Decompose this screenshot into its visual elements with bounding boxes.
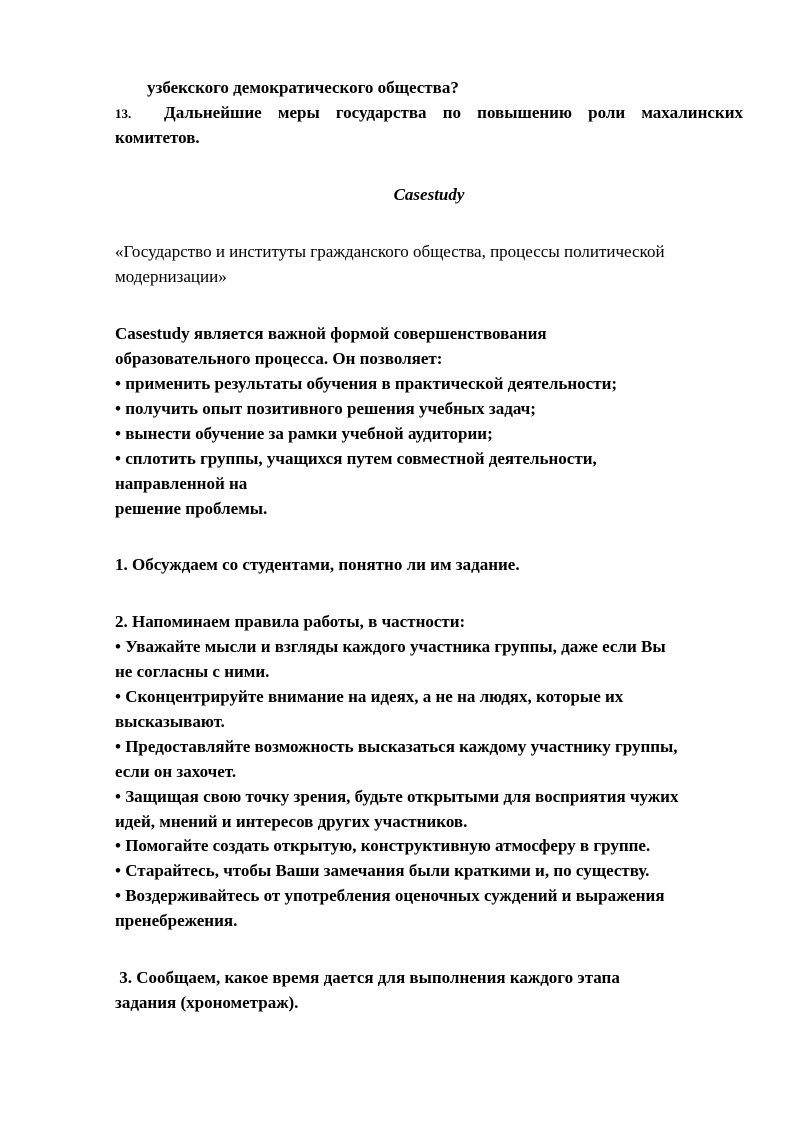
step-2-line: • Старайтесь, чтобы Ваши замечания были краткими и, по существу. [115,861,650,880]
intro-bullet: • сплотить группы, учащихся путем совместной деятельности, [115,449,597,468]
intro-bullet: • вынести обучение за рамки учебной аудитории; [115,424,493,443]
intro-line1: Casestudy является важной формой совершенствования [115,324,547,343]
step-3-line2: задания (хронометраж). [115,993,299,1012]
step-2-line: • Сконцентрируйте внимание на идеях, а не на людях, которые их [115,687,624,706]
step-2-line: • Предоставляйте возможность высказаться каждому участнику группы, [115,737,678,756]
step-2-line: идей, мнений и интересов других участников. [115,812,468,831]
question-13-line2: комитетов. [115,128,200,147]
case-topic-line2: модернизации» [115,267,227,286]
step-2-line: если он захочет. [115,762,237,781]
step-2-line: • Помогайте создать открытую, конструктивную атмосферу в группе. [115,836,651,855]
step-2-line: • Защищая свою точку зрения, будьте открытыми для восприятия чужих [115,787,679,806]
intro-line2: образовательного процесса. Он позволяет: [115,349,443,368]
section-title: Casestudy [393,185,465,204]
step-2-heading: 2. Напоминаем правила работы, в частности: [115,612,466,631]
intro-tail2: решение проблемы. [115,499,268,518]
question-13-line1: Дальнейшие меры государства по повышению роли махалинских [164,103,743,122]
question-13-number: 13. [115,106,132,121]
case-topic-line1: «Государство и институты гражданского общества, процессы политической [115,242,665,261]
intro-tail1: направленной на [115,474,248,493]
step-2-line: высказывают. [115,712,225,731]
question-12-tail: узбекского демократического общества? [147,78,459,97]
intro-bullet: • получить опыт позитивного решения учебных задач; [115,399,536,418]
step-2-line: • Воздерживайтесь от употребления оценочных суждений и выражения [115,886,665,905]
step-1: 1. Обсуждаем со студентами, понятно ли им задание. [115,555,520,574]
intro-bullet: • применить результаты обучения в практической деятельности; [115,374,618,393]
step-2-line: • Уважайте мысли и взгляды каждого участника группы, даже если Вы [115,637,666,656]
step-3-line1: 3. Сообщаем, какое время дается для выполнения каждого этапа [115,968,620,987]
step-2-line: пренебрежения. [115,911,238,930]
step-2-line: не согласны с ними. [115,662,270,681]
